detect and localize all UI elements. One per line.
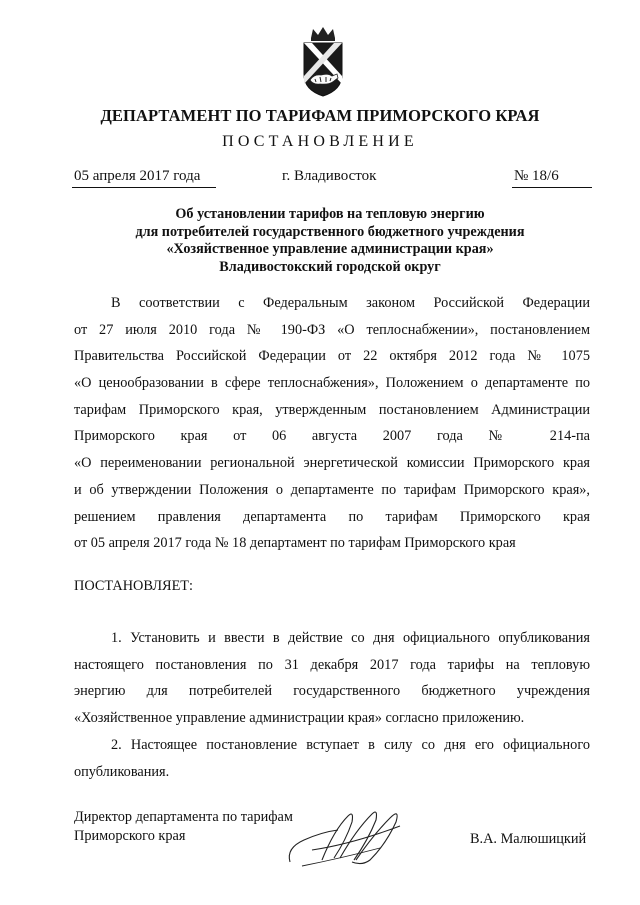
preamble-line: решением правления департамента по тарифам Приморского края (74, 508, 590, 525)
item-line: опубликования. (74, 763, 170, 780)
handwritten-signature (282, 800, 412, 872)
subject-line: Владивостокский городской округ (219, 258, 441, 275)
document-type: ПОСТАНОВЛЕНИЕ (222, 133, 418, 150)
preamble-line: от 27 июля 2010 года № 190-ФЗ «О теплоснабжении», постановлением (74, 321, 590, 338)
item-line: «Хозяйственное управление администрации края» согласно приложению. (74, 710, 525, 727)
signer-position (74, 808, 293, 845)
preamble-line: Правительства Российской Федерации от 22 октября 2012 года № 1075 (74, 348, 590, 365)
resolve-heading: ПОСТАНОВЛЯЕТ: (74, 578, 194, 594)
resolution-item-1 (74, 630, 590, 737)
signer-position-line: Приморского края (74, 827, 186, 844)
preamble-line: «О ценообразовании в сфере теплоснабжения», Положением о департаменте по (74, 375, 590, 392)
preamble-line: «О переименовании региональной энергетической комиссии Приморского края (74, 455, 590, 472)
coat-of-arms-icon (298, 24, 348, 98)
number-underline (512, 187, 592, 188)
department-title: ДЕПАРТАМЕНТ ПО ТАРИФАМ ПРИМОРСКОГО КРАЯ (100, 106, 540, 125)
item-line: 1. Установить и ввести в действие со дня официального опубликования (111, 630, 590, 646)
item-line: настоящего постановления по 31 декабря 2017 года тарифы на тепловую (74, 656, 590, 673)
item-line: 2. Настоящее постановление вступает в силу со дня его официального (111, 737, 590, 753)
date-underline (72, 187, 216, 188)
preamble-line: тарифам Приморского края, утвержденным постановлением Администрации (74, 401, 590, 418)
preamble-line: и об утверждении Положения о департаменте по тарифам Приморского края», (74, 481, 590, 498)
preamble-line: В соответствии с Федеральным законом Российской Федерации (111, 295, 590, 311)
preamble-line: от 05 апреля 2017 года № 18 департамент по тарифам Приморского края (74, 535, 516, 552)
subject-line: «Хозяйственное управление администрации края» (166, 241, 494, 258)
preamble-line: Приморского края от 06 августа 2007 года № 214-па (74, 428, 590, 445)
preamble-paragraph (74, 295, 590, 562)
item-line: энергию для потребителей государственного бюджетного учреждения (74, 683, 590, 700)
subject-line: для потребителей государственного бюджетного учреждения (135, 223, 525, 240)
signer-name: В.А. Малюшицкий (470, 831, 587, 847)
resolution-item-2 (74, 737, 590, 790)
document-date: 05 апреля 2017 года (74, 168, 201, 184)
signer-position-line: Директор департамента по тарифам (74, 809, 293, 825)
document-city: г. Владивосток (282, 168, 377, 184)
document-number: № 18/6 (514, 168, 559, 184)
document-subject (70, 206, 590, 276)
subject-line: Об установлении тарифов на тепловую энергию (175, 206, 485, 222)
